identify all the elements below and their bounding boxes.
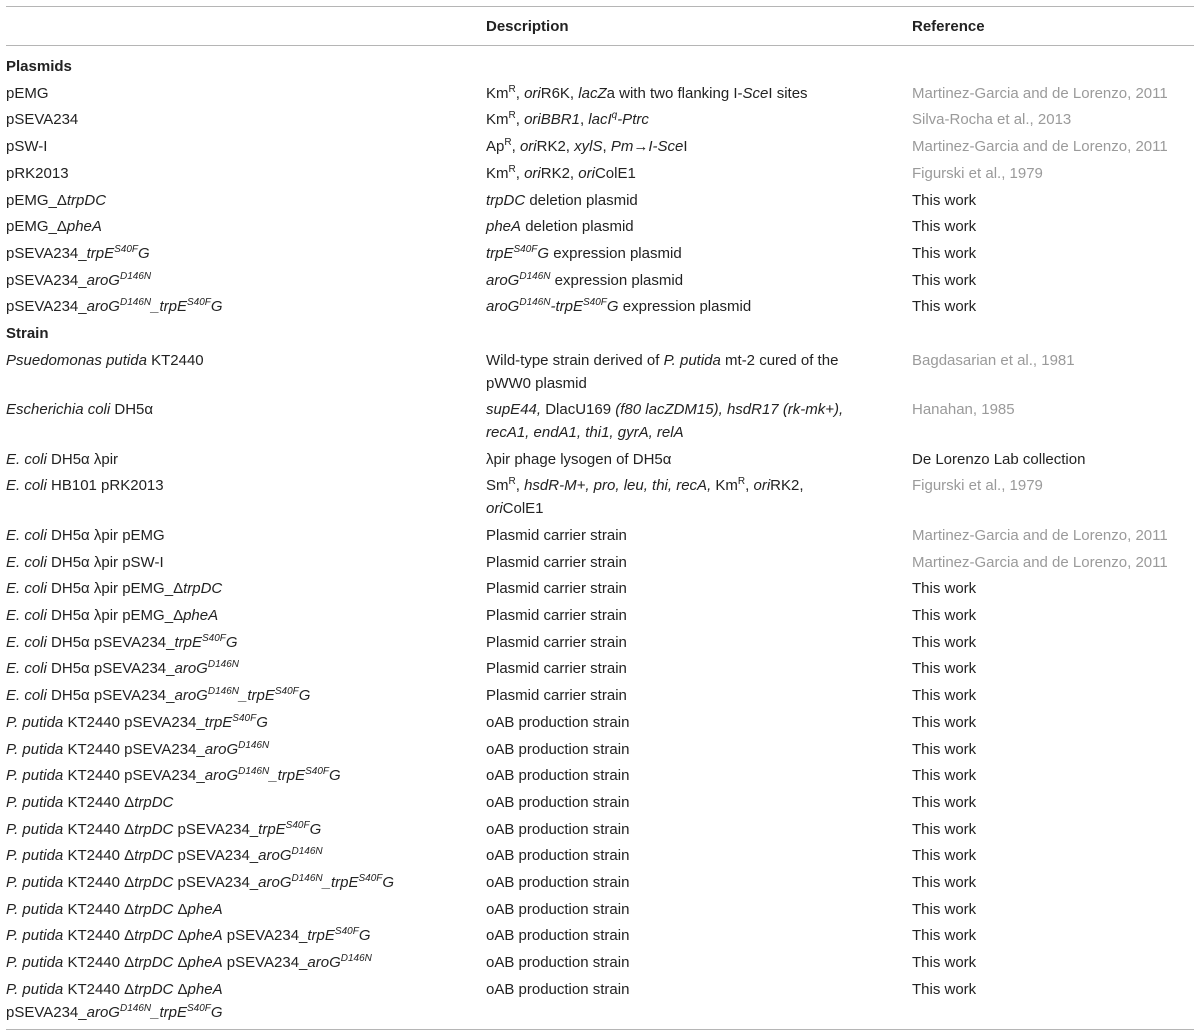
- description-cell: supE44, DlacU169 (f80 lacZDM15), hsdR17 (rk-mk+), recA1, endA1, thi1, gyrA, relA: [486, 401, 844, 442]
- description-cell: Wild-type strain derived of P. putida mt-2 cured of the pWW0 plasmid: [486, 351, 839, 392]
- reference-cell: This work: [912, 298, 977, 316]
- header-description: Description: [486, 18, 569, 35]
- description-cell: $Km^R$, oriRK2, oriColE1: [486, 163, 636, 182]
- description-cell: $Km^R$, oriBBR1, lacI$^q$-Ptrc: [486, 110, 649, 129]
- reference-cell: This work: [912, 954, 977, 972]
- reference-cell: This work: [912, 244, 977, 262]
- description-cell: Plasmid carrier strain: [486, 526, 627, 544]
- name-cell: P. putida KT2440 ΔtrpDC ΔpheA: [6, 900, 223, 918]
- description-cell: oAB production strain: [486, 820, 630, 838]
- description-cell: Plasmid carrier strain: [486, 687, 627, 705]
- reference-cell: This work: [912, 687, 977, 705]
- description-cell: trpE$^{S40F}$G expression plasmid: [486, 243, 682, 262]
- name-cell: pSEVA234_aroG$^{D146N}$: [6, 270, 152, 289]
- name-cell: E. coli DH5α pSEVA234_trpE$^{S40F}$G: [6, 632, 238, 651]
- name-cell: Escherichia coli DH5α: [6, 401, 154, 419]
- name-cell: P. putida KT2440 ΔtrpDC pSEVA234_aroG$^{D146N}$: [6, 846, 323, 865]
- description-cell: oAB production strain: [486, 793, 630, 811]
- reference-cell: This work: [912, 191, 977, 209]
- name-cell: P. putida KT2440 pSEVA234_aroG$^{D146N}$: [6, 739, 270, 758]
- reference-cell: This work: [912, 793, 977, 811]
- description-cell: trpDC deletion plasmid: [486, 191, 638, 209]
- description-cell: oAB production strain: [486, 874, 630, 891]
- name-cell: P. putida KT2440 ΔtrpDC ΔpheA pSEVA234_aroG$^{D146N}$_trpE$^{S40F}$G: [6, 980, 223, 1021]
- name-cell: P. putida KT2440 ΔtrpDC ΔpheA pSEVA234_trpE$^{S40F}$G: [6, 926, 371, 945]
- name-cell: E. coli DH5α λpir pEMG: [6, 526, 165, 544]
- reference-cell: Figurski et al., 1979: [912, 477, 1043, 495]
- name-cell: E. coli DH5α λpir: [6, 450, 119, 468]
- reference-cell: This work: [912, 713, 977, 731]
- description-cell: λpir phage lysogen of DH5α: [486, 450, 672, 468]
- reference-cell: Martinez-Garcia and de Lorenzo, 2011: [912, 553, 1168, 571]
- name-cell: E. coli DH5α pSEVA234_aroG$^{D146N}$_trpE$^{S40F}$G: [6, 686, 311, 705]
- name-cell: E. coli DH5α λpir pSW-I: [6, 553, 164, 571]
- description-cell: Plasmid carrier strain: [486, 660, 627, 678]
- description-cell: $Sm^R$, hsdR-M+, pro, leu, thi, recA, $Km^R$, oriRK2, oriColE1: [486, 476, 804, 518]
- name-cell: pSEVA234: [6, 111, 79, 129]
- name-cell: pRK2013: [6, 164, 69, 182]
- name-cell: E. coli DH5α λpir pEMG_ΔtrpDC: [6, 580, 223, 598]
- description-cell: oAB production strain: [486, 927, 630, 945]
- name-cell: Psuedomonas putida KT2440: [6, 351, 204, 369]
- section-title-text: Strain: [6, 325, 49, 342]
- reference-cell: This work: [912, 740, 977, 758]
- name-cell: P. putida KT2440 ΔtrpDC pSEVA234_trpE$^{S40F}$G: [6, 819, 322, 838]
- name-cell: P. putida KT2440 pSEVA234_trpE$^{S40F}$G: [6, 712, 268, 731]
- description-cell: oAB production strain: [486, 954, 630, 972]
- description-cell: oAB production strain: [486, 900, 630, 918]
- name-cell: E. coli DH5α λpir pEMG_ΔpheA: [6, 607, 219, 624]
- reference-cell: This work: [912, 271, 977, 289]
- description-cell: aroG$^{D146N}$ expression plasmid: [486, 270, 684, 289]
- description-cell: oAB production strain: [486, 847, 630, 865]
- section-title-text: Plasmids: [6, 58, 72, 75]
- name-cell: P. putida KT2440 ΔtrpDC ΔpheA pSEVA234_aroG$^{D146N}$: [6, 953, 372, 972]
- description-cell: Plasmid carrier strain: [486, 607, 627, 624]
- reference-cell: Hanahan, 1985: [912, 401, 1015, 419]
- description-cell: oAB production strain: [486, 980, 630, 998]
- reference-cell: This work: [912, 580, 977, 598]
- name-cell: P. putida KT2440 ΔtrpDC pSEVA234_aroG$^{D146N}$_trpE$^{S40F}$G: [6, 873, 395, 891]
- reference-cell: This work: [912, 660, 977, 678]
- reference-cell: This work: [912, 900, 977, 918]
- reference-cell: Figurski et al., 1979: [912, 164, 1043, 182]
- name-cell: E. coli DH5α pSEVA234_aroG$^{D146N}$: [6, 659, 239, 678]
- name-cell: pSEVA234_trpE$^{S40F}$G: [6, 243, 150, 262]
- reference-cell: Martinez-Garcia and de Lorenzo, 2011: [912, 526, 1168, 544]
- description-cell: oAB production strain: [486, 740, 630, 758]
- reference-cell: This work: [912, 820, 977, 838]
- reference-cell: Martinez-Garcia and de Lorenzo, 2011: [912, 84, 1168, 102]
- name-cell: pEMG: [6, 84, 49, 102]
- table-bottom-rule: [6, 1029, 1194, 1030]
- reference-cell: Martinez-Garcia and de Lorenzo, 2011: [912, 138, 1168, 156]
- description-cell: Plasmid carrier strain: [486, 580, 627, 598]
- name-cell: P. putida KT2440 pSEVA234_aroG$^{D146N}$_trpE$^{S40F}$G: [6, 766, 341, 785]
- reference-cell: This work: [912, 218, 977, 236]
- description-cell: $Km^R$, oriR6K, lacZa with two flanking I-SceI sites: [486, 83, 808, 102]
- description-cell: oAB production strain: [486, 713, 630, 731]
- name-cell: P. putida KT2440 ΔtrpDC: [6, 793, 174, 811]
- reference-cell: Silva-Rocha et al., 2013: [912, 111, 1072, 129]
- table-top-rule: [6, 6, 1194, 7]
- reference-cell: This work: [912, 874, 977, 891]
- name-cell: E. coli HB101 pRK2013: [6, 477, 164, 495]
- description-cell: Plasmid carrier strain: [486, 553, 627, 571]
- header-rule: [6, 45, 1194, 46]
- description-cell: pheA deletion plasmid: [486, 218, 634, 236]
- description-cell: oAB production strain: [486, 767, 630, 785]
- reference-cell: This work: [912, 927, 977, 945]
- reference-cell: This work: [912, 767, 977, 785]
- name-cell: pEMG_ΔpheA: [6, 218, 102, 236]
- name-cell: pSW-I: [6, 138, 48, 156]
- reference-cell: This work: [912, 847, 977, 865]
- header-reference: Reference: [912, 18, 985, 35]
- name-cell: pSEVA234_aroG$^{D146N}$_trpE$^{S40F}$G: [6, 297, 223, 316]
- description-cell: $Ap^R$, oriRK2, xylS, Pm→I-SceI: [486, 137, 688, 156]
- name-cell: pEMG_ΔtrpDC: [6, 191, 107, 209]
- reference-cell: This work: [912, 633, 977, 651]
- reference-cell: Bagdasarian et al., 1981: [912, 351, 1075, 369]
- reference-cell: De Lorenzo Lab collection: [912, 450, 1086, 468]
- reference-cell: This work: [912, 980, 977, 998]
- reference-cell: This work: [912, 607, 977, 624]
- description-cell: Plasmid carrier strain: [486, 633, 627, 651]
- description-cell: aroG$^{D146N}$-trpE$^{S40F}$G expression plasmid: [486, 297, 752, 316]
